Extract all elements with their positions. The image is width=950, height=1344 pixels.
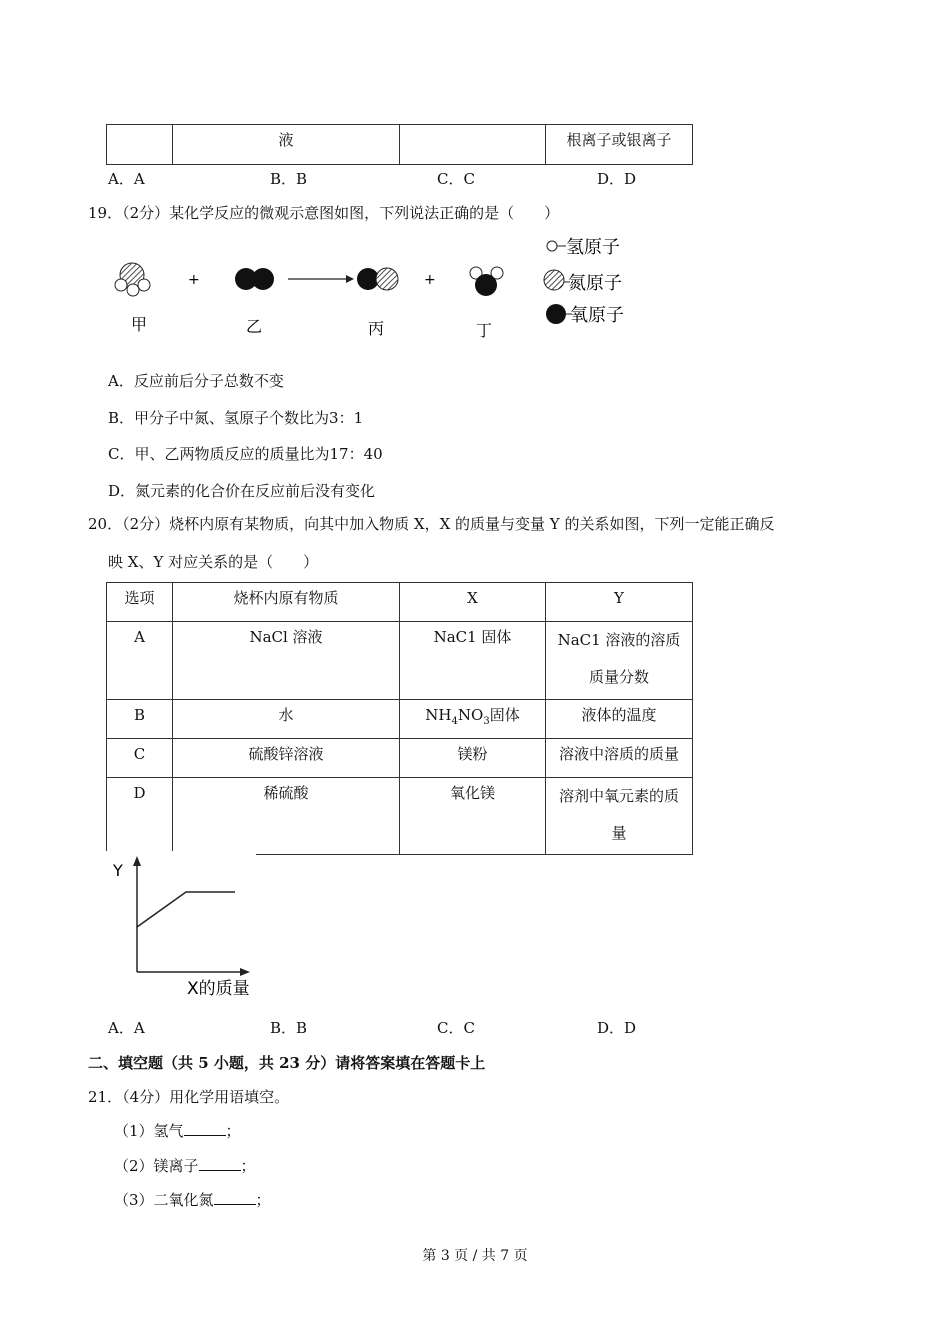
row-b-y: 液体的温度 xyxy=(546,700,693,739)
graph-y-label: Y xyxy=(113,861,123,880)
q20-stem-line2: 映 X、Y 对应关系的是（ ） xyxy=(108,553,319,571)
q20-stem-line1: 20．（2分）烧杯内原有某物质，向其中加入物质 X，X 的质量与变量 Y 的关系如图，下列一定能正确反 xyxy=(88,515,775,533)
q21-item-2: （2）镁离子 ； xyxy=(114,1157,256,1175)
table-row xyxy=(107,700,693,739)
row-a-y xyxy=(546,622,693,700)
row-d-y-line2: 量 xyxy=(611,824,627,842)
top-cell-1 xyxy=(107,125,173,165)
q20-choice-d: D．D xyxy=(597,1019,637,1037)
plus-sign-1: + xyxy=(188,272,200,288)
row-d-x: 氧化镁 xyxy=(400,778,546,855)
row-d-original: 稀硫酸 xyxy=(173,778,400,855)
header-option: 选项 xyxy=(107,583,173,622)
q20-table xyxy=(106,582,693,855)
row-a-y-line1: NaC1 溶液的溶质 xyxy=(557,631,681,649)
header-y: Y xyxy=(546,583,693,622)
q18-choice-a: A．A xyxy=(108,170,145,188)
top-cell-4: 根离子或银离子 xyxy=(546,125,693,165)
q19-option-b: B．甲分子中氮、氢原子个数比为3：1 xyxy=(108,409,364,427)
molecule-bing xyxy=(357,268,398,290)
row-a-x: NaC1 固体 xyxy=(400,622,546,700)
molecule-ding xyxy=(470,267,503,296)
row-a-y-line2: 质量分数 xyxy=(588,668,649,686)
row-a-option: A xyxy=(107,622,173,700)
top-table-fragment xyxy=(106,124,693,165)
legend-hydrogen: 氢原子 xyxy=(566,237,620,258)
q18-choice-b: B．B xyxy=(270,170,308,188)
row-c-option: C xyxy=(107,739,173,778)
legend-nitrogen: 氮原子 xyxy=(568,273,622,294)
legend xyxy=(544,237,624,326)
graph-line xyxy=(137,892,235,927)
q19-option-c: C．甲、乙两物质反应的质量比为17：40 xyxy=(108,445,383,463)
row-d-option: D xyxy=(107,778,173,855)
row-b-option: B xyxy=(107,700,173,739)
answer-blank-3[interactable] xyxy=(214,1190,256,1205)
row-c-y: 溶液中溶质的质量 xyxy=(546,739,693,778)
legend-oxygen: 氧原子 xyxy=(570,305,624,326)
q19-option-a: A．反应前后分子总数不变 xyxy=(108,372,284,390)
page-footer: 第 3 页 / 共 7 页 xyxy=(422,1248,528,1264)
graph-x-label: X的质量 xyxy=(187,979,250,999)
q19-option-d: D．氮元素的化合价在反应前后没有变化 xyxy=(108,482,376,500)
q20-graph xyxy=(104,852,264,1002)
header-x: X xyxy=(400,583,546,622)
q21-stem: 21．（4分）用化学用语填空。 xyxy=(88,1088,290,1106)
q19-stem: 19．（2分）某化学反应的微观示意图如图，下列说法正确的是（ ） xyxy=(88,204,560,222)
section2-title: 二、填空题（共 5 小题，共 23 分）请将答案填在答题卡上 xyxy=(88,1054,486,1072)
plus-sign-2: + xyxy=(424,272,436,288)
q18-choice-c: C．C xyxy=(437,170,475,188)
table-row xyxy=(107,778,693,855)
table-header-row xyxy=(107,583,693,622)
label-yi: 乙 xyxy=(246,317,263,336)
label-jia: 甲 xyxy=(131,315,148,334)
row-b-x: $NH_4NO_3$固体 xyxy=(400,700,546,739)
row-d-y-line1: 溶剂中氧元素的质 xyxy=(558,787,679,805)
answer-blank-2[interactable] xyxy=(199,1156,241,1171)
header-original: 烧杯内原有物质 xyxy=(173,583,400,622)
row-d-y xyxy=(546,778,693,855)
top-cell-2: 液 xyxy=(173,125,400,165)
label-ding: 丁 xyxy=(476,321,493,340)
q20-choice-b: B．B xyxy=(270,1019,308,1037)
row-b-original: 水 xyxy=(173,700,400,739)
row-c-original: 硫酸锌溶液 xyxy=(173,739,400,778)
answer-blank-1[interactable] xyxy=(184,1121,226,1136)
molecule-yi xyxy=(235,268,274,290)
top-cell-3 xyxy=(400,125,546,165)
q20-choice-a: A．A xyxy=(108,1019,145,1037)
table-row xyxy=(107,739,693,778)
label-bing: 丙 xyxy=(368,319,385,338)
table-row xyxy=(107,622,693,700)
row-a-original: NaCl 溶液 xyxy=(173,622,400,700)
molecule-jia xyxy=(115,263,150,296)
row-c-x: 镁粉 xyxy=(400,739,546,778)
q20-choice-c: C．C xyxy=(437,1019,475,1037)
q21-item-3: （3）二氧化氮 ； xyxy=(114,1191,271,1209)
q21-item-1: （1）氢气 ； xyxy=(114,1122,241,1140)
q18-choice-d: D．D xyxy=(597,170,637,188)
reaction-diagram xyxy=(100,232,660,344)
